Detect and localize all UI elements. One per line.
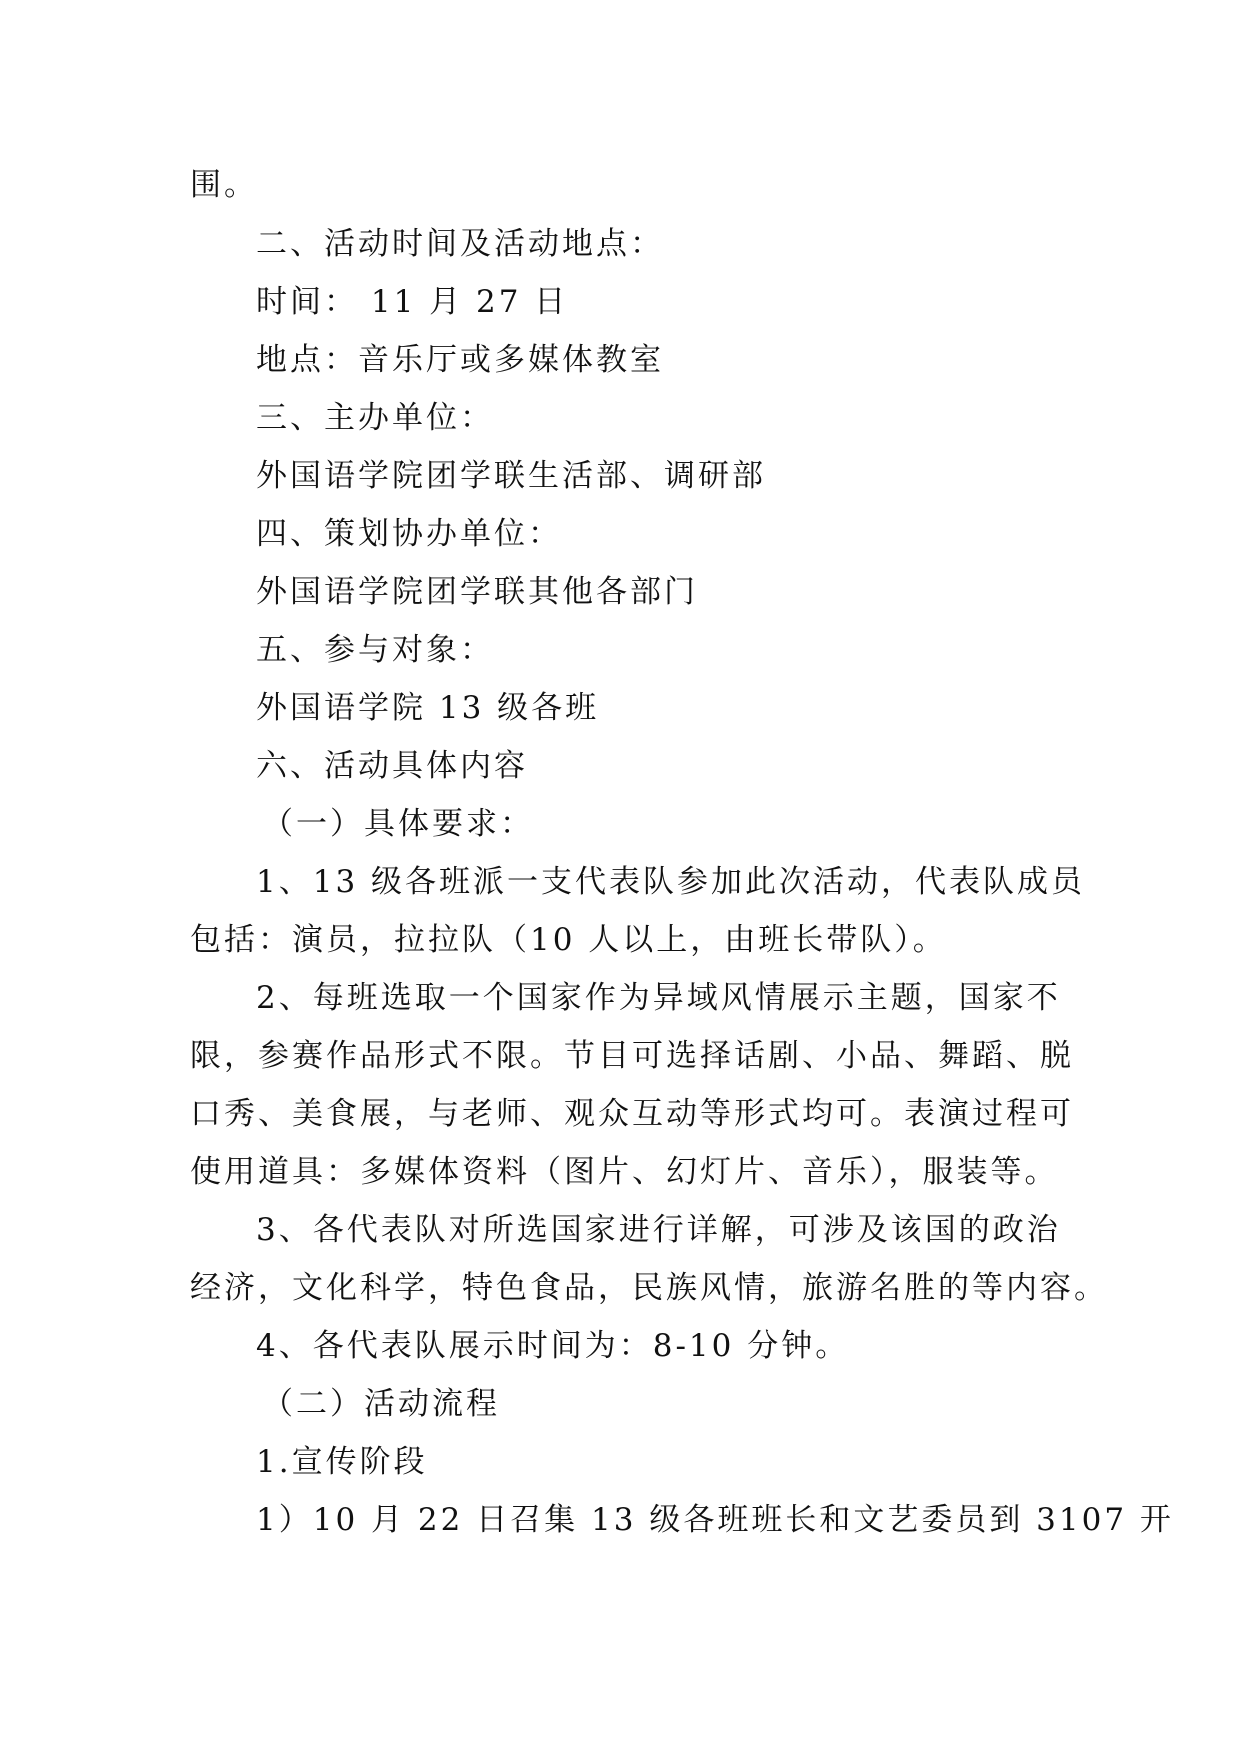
requirement-1-line-2: 包括：演员，拉拉队（10 人以上，由班长带队）。 (190, 922, 947, 958)
stage-heading: 1.宣传阶段 (256, 1444, 428, 1480)
requirement-2-line-3: 口秀、美食展，与老师、观众互动等形式均可。表演过程可 (190, 1096, 1074, 1132)
location-line: 地点：音乐厅或多媒体教室 (256, 342, 664, 378)
requirement-4-line: 4、各代表队展示时间为：8-10 分钟。 (256, 1328, 850, 1364)
section-heading-2: 二、活动时间及活动地点： (256, 226, 664, 262)
requirement-3-line-2: 经济，文化科学，特色食品，民族风情，旅游名胜的等内容。 (190, 1270, 1108, 1306)
section-heading-3: 三、主办单位： (256, 400, 494, 436)
co-organizer-line: 外国语学院团学联其他各部门 (256, 574, 698, 610)
stage-item-1: 1）10 月 22 日召集 13 级各班班长和文艺委员到 3107 开 (256, 1502, 1174, 1538)
paragraph-continuation: 围。 (190, 167, 258, 203)
subsection-heading-1: （一）具体要求： (262, 806, 534, 842)
requirement-2-line-1: 2、每班选取一个国家作为异域风情展示主题，国家不 (256, 980, 1061, 1016)
requirement-3-line-1: 3、各代表队对所选国家进行详解，可涉及该国的政治 (256, 1212, 1061, 1248)
section-heading-4: 四、策划协办单位： (256, 516, 562, 552)
section-heading-5: 五、参与对象： (256, 632, 494, 668)
requirement-2-line-2: 限，参赛作品形式不限。节目可选择话剧、小品、舞蹈、脱 (190, 1038, 1074, 1074)
organizer-line: 外国语学院团学联生活部、调研部 (256, 458, 766, 494)
section-heading-6: 六、活动具体内容 (256, 748, 528, 784)
time-line: 时间： 11 月 27 日 (256, 284, 569, 320)
participants-line: 外国语学院 13 级各班 (256, 690, 600, 726)
requirement-2-line-4: 使用道具：多媒体资料（图片、幻灯片、音乐），服装等。 (190, 1154, 1059, 1190)
subsection-heading-2: （二）活动流程 (262, 1386, 500, 1422)
requirement-1-line-1: 1、13 级各班派一支代表队参加此次活动，代表队成员 (256, 864, 1086, 900)
